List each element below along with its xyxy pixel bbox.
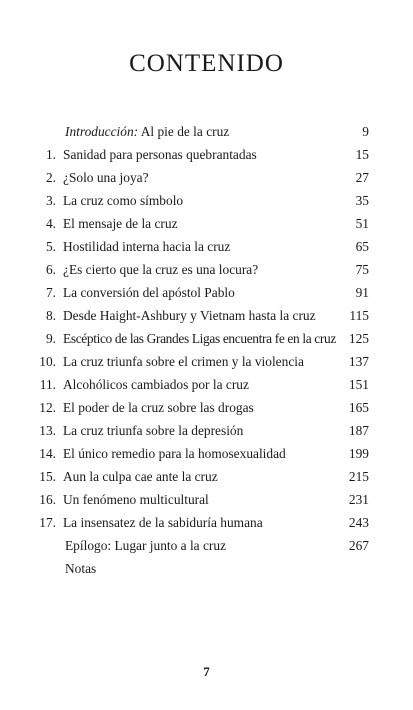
toc-entry[interactable] [0, 259, 413, 281]
toc-title: Aun la culpa cae ante la cruz [63, 469, 218, 484]
toc-title: ¿Es cierto que la cruz es una locura? [63, 262, 259, 277]
toc-number: 17. [39, 515, 56, 530]
toc-number: 2. [45, 170, 56, 185]
toc-title: Alcohólicos cambiados por la cruz [63, 377, 249, 392]
toc-number: 12. [39, 400, 56, 415]
toc-title: La insensatez de la sabiduría humana [63, 515, 263, 530]
toc-title: Hostilidad interna hacia la cruz [63, 239, 231, 254]
toc-entry[interactable] [0, 282, 413, 304]
toc-page: 27 [355, 170, 369, 185]
toc-page: 267 [348, 538, 369, 553]
toc-title: El poder de la cruz sobre las drogas [63, 400, 254, 415]
toc-title: Epílogo: Lugar junto a la cruz [65, 538, 227, 553]
toc-entry[interactable] [0, 397, 413, 419]
toc-entry[interactable] [0, 305, 413, 327]
toc-number: 14. [39, 446, 56, 461]
toc-number: 13. [39, 423, 56, 438]
intro-title: Al pie de la cruz [138, 124, 230, 139]
toc-page: 231 [348, 492, 369, 507]
toc-number: 8. [45, 308, 56, 323]
toc-page: 75 [355, 262, 369, 277]
toc-entry[interactable] [0, 420, 413, 442]
toc-number: 16. [39, 492, 56, 507]
toc-page: 165 [348, 400, 369, 415]
toc-page: 15 [355, 147, 369, 162]
toc-page: 9 [362, 124, 369, 139]
toc-number: 7. [45, 285, 56, 300]
toc-intro[interactable] [0, 121, 413, 143]
toc-number: 9. [45, 331, 56, 346]
toc-number: 4. [45, 216, 56, 231]
page-number: 7 [203, 664, 210, 679]
toc-entry[interactable] [0, 144, 413, 166]
toc-number: 1. [45, 147, 56, 162]
toc-entry[interactable] [0, 167, 413, 189]
toc-entry[interactable] [0, 328, 413, 350]
toc-entry[interactable] [0, 351, 413, 373]
toc-entry[interactable] [0, 236, 413, 258]
toc-title: Escéptico de las Grandes Ligas encuentra fe en la cruz [63, 331, 336, 346]
toc-page: 243 [348, 515, 369, 530]
toc-entry[interactable] [0, 190, 413, 212]
toc-title: ¿Solo una joya? [63, 170, 149, 185]
toc-entry[interactable] [0, 466, 413, 488]
toc-entry[interactable] [0, 512, 413, 534]
intro-label: Introducción: [65, 124, 139, 139]
toc-page: 35 [355, 193, 369, 208]
toc-number: 6. [45, 262, 56, 277]
toc-page: 215 [348, 469, 369, 484]
toc-page: 51 [355, 216, 369, 231]
toc-number: 3. [45, 193, 56, 208]
toc-number: 5. [45, 239, 56, 254]
toc-title: Sanidad para personas quebrantadas [63, 147, 257, 162]
toc-page: 137 [348, 354, 369, 369]
toc-number: 10. [39, 354, 56, 369]
toc-title: La cruz como símbolo [63, 193, 184, 208]
toc-number: 15. [39, 469, 56, 484]
toc-page: 65 [355, 239, 369, 254]
toc-notes[interactable] [0, 558, 413, 580]
toc-epilogue[interactable] [0, 535, 413, 557]
toc-page: 91 [355, 285, 369, 300]
toc-title: La cruz triunfa sobre la depresión [63, 423, 244, 438]
toc-title: Notas [65, 561, 97, 576]
toc-title: El mensaje de la cruz [63, 216, 178, 231]
toc-page: 115 [349, 308, 369, 323]
toc-page: 187 [348, 423, 369, 438]
toc-entry[interactable] [0, 213, 413, 235]
toc-page: 199 [348, 446, 369, 461]
toc-title: El único remedio para la homosexualidad [63, 446, 286, 461]
toc-title: Un fenómeno multicultural [63, 492, 209, 507]
toc-entry[interactable] [0, 443, 413, 465]
toc-page: 125 [348, 331, 369, 346]
toc-entry[interactable] [0, 374, 413, 396]
toc-entry[interactable] [0, 489, 413, 511]
toc-title: Desde Haight-Ashbury y Vietnam hasta la cruz [63, 308, 316, 323]
toc-title: La conversión del apóstol Pablo [63, 285, 235, 300]
page-title: CONTENIDO [129, 50, 284, 77]
toc-title: La cruz triunfa sobre el crimen y la violencia [63, 354, 304, 369]
toc-page: 151 [348, 377, 369, 392]
toc-number: 11. [39, 377, 56, 392]
